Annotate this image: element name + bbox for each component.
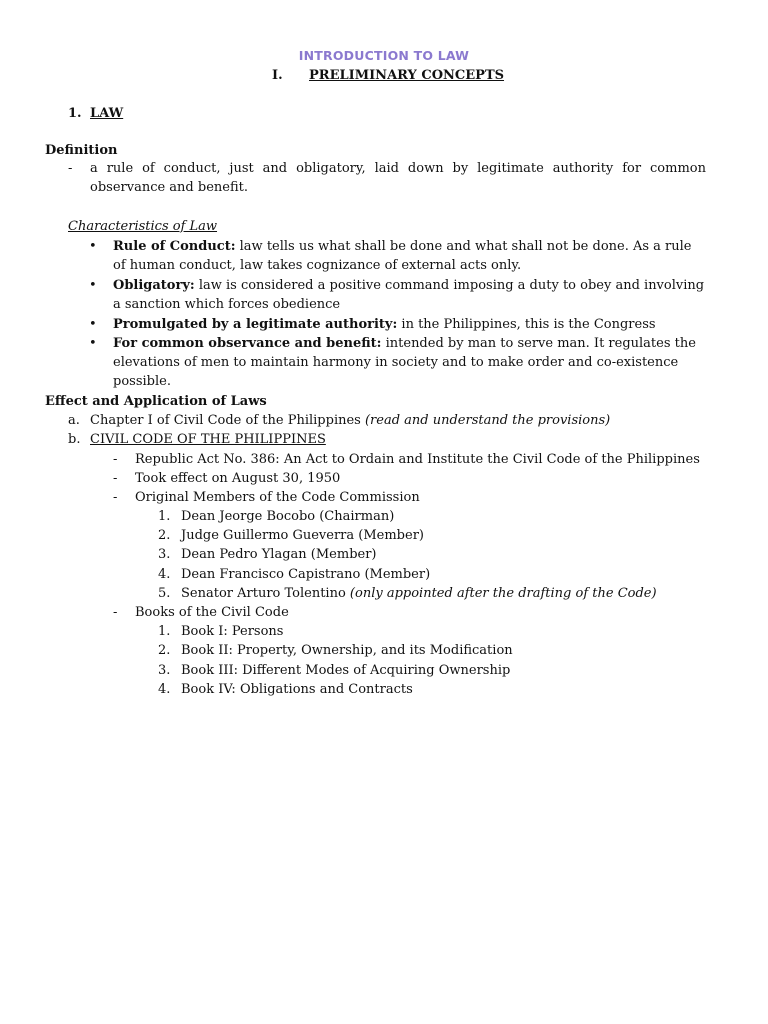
- item-a-marker: a.: [68, 413, 80, 428]
- member-name: Dean Jeorge Bocobo (Chairman): [181, 509, 395, 524]
- characteristic-text: law tells us what shall be done and what shall not be done. As a rule of human conduct, law takes cognizance of external acts only.: [113, 239, 692, 273]
- dash-marker: -: [113, 471, 118, 486]
- part-numeral: I.: [272, 68, 283, 83]
- sub-item-books: Books of the Civil Code: [135, 605, 289, 620]
- member-name: Dean Pedro Ylagan (Member): [181, 547, 377, 562]
- book-number: 3.: [158, 663, 171, 678]
- effect-heading: Effect and Application of Laws: [45, 394, 267, 409]
- member-name: Senator Arturo Tolentino: [181, 586, 350, 601]
- part-heading: PRELIMINARY CONCEPTS: [309, 68, 505, 83]
- dash-marker: -: [113, 490, 118, 505]
- item-a: [90, 411, 610, 430]
- item-a-note: (read and understand the provisions): [364, 413, 611, 428]
- sub-item-ra386: Republic Act No. 386: An Act to Ordain and Institute the Civil Code of the Philippines: [135, 452, 700, 467]
- member-number: 1.: [158, 509, 171, 524]
- book-number: 1.: [158, 624, 171, 639]
- characteristic-item: [113, 315, 707, 334]
- book-number: 4.: [158, 682, 171, 697]
- characteristic-term: For common observance and benefit:: [113, 336, 382, 351]
- bullet-icon: •: [89, 278, 97, 293]
- bullet-icon: •: [89, 239, 97, 254]
- characteristic-term: Rule of Conduct:: [113, 239, 236, 254]
- characteristic-term: Obligatory:: [113, 278, 195, 293]
- bullet-icon: •: [89, 336, 97, 351]
- characteristic-term: Promulgated by a legitimate authority:: [113, 317, 398, 332]
- sub-item-effectivity: Took effect on August 30, 1950: [135, 471, 341, 486]
- characteristic-text: in the Philippines, this is the Congress: [397, 317, 656, 332]
- document-title: INTRODUCTION TO LAW: [298, 48, 470, 63]
- sub-item-members: Original Members of the Code Commission: [135, 490, 420, 505]
- member-item: [181, 584, 657, 603]
- characteristic-item: [113, 334, 707, 391]
- book-number: 2.: [158, 643, 171, 658]
- member-number: 3.: [158, 547, 171, 562]
- book-name: Book IV: Obligations and Contracts: [181, 682, 413, 697]
- characteristic-item: [113, 276, 707, 314]
- dash-marker: -: [113, 452, 118, 467]
- item-b-text: CIVIL CODE OF THE PHILIPPINES: [90, 432, 326, 447]
- definition-text: a rule of conduct, just and obligatory, laid down by legitimate authority for common observance and benefit.: [90, 161, 706, 195]
- member-name: Judge Guillermo Gueverra (Member): [181, 528, 424, 543]
- characteristic-item: [113, 237, 707, 275]
- definition-heading: Definition: [45, 143, 118, 158]
- member-number: 4.: [158, 567, 171, 582]
- member-number: 5.: [158, 586, 171, 601]
- book-name: Book II: Property, Ownership, and its Modification: [181, 643, 513, 658]
- member-note: (only appointed after the drafting of the Code): [349, 586, 657, 601]
- characteristic-text: law is considered a positive command imposing a duty to obey and involving a sanction which forces obedience: [113, 278, 705, 312]
- bullet-icon: •: [89, 317, 97, 332]
- characteristic-text: intended by man to serve man. It regulates the elevations of men to maintain harmony in society and to make order and co-existence possible.: [113, 336, 696, 389]
- definition-dash: -: [68, 161, 73, 176]
- dash-marker: -: [113, 605, 118, 620]
- book-name: Book I: Persons: [181, 624, 284, 639]
- member-number: 2.: [158, 528, 171, 543]
- item-b-marker: b.: [68, 432, 81, 447]
- characteristics-heading: Characteristics of Law: [68, 219, 218, 234]
- section-number: 1.: [68, 106, 82, 121]
- item-a-text: Chapter I of Civil Code of the Philippines: [90, 413, 365, 428]
- section-heading: LAW: [90, 106, 124, 121]
- book-name: Book III: Different Modes of Acquiring Ownership: [181, 663, 511, 678]
- member-name: Dean Francisco Capistrano (Member): [181, 567, 431, 582]
